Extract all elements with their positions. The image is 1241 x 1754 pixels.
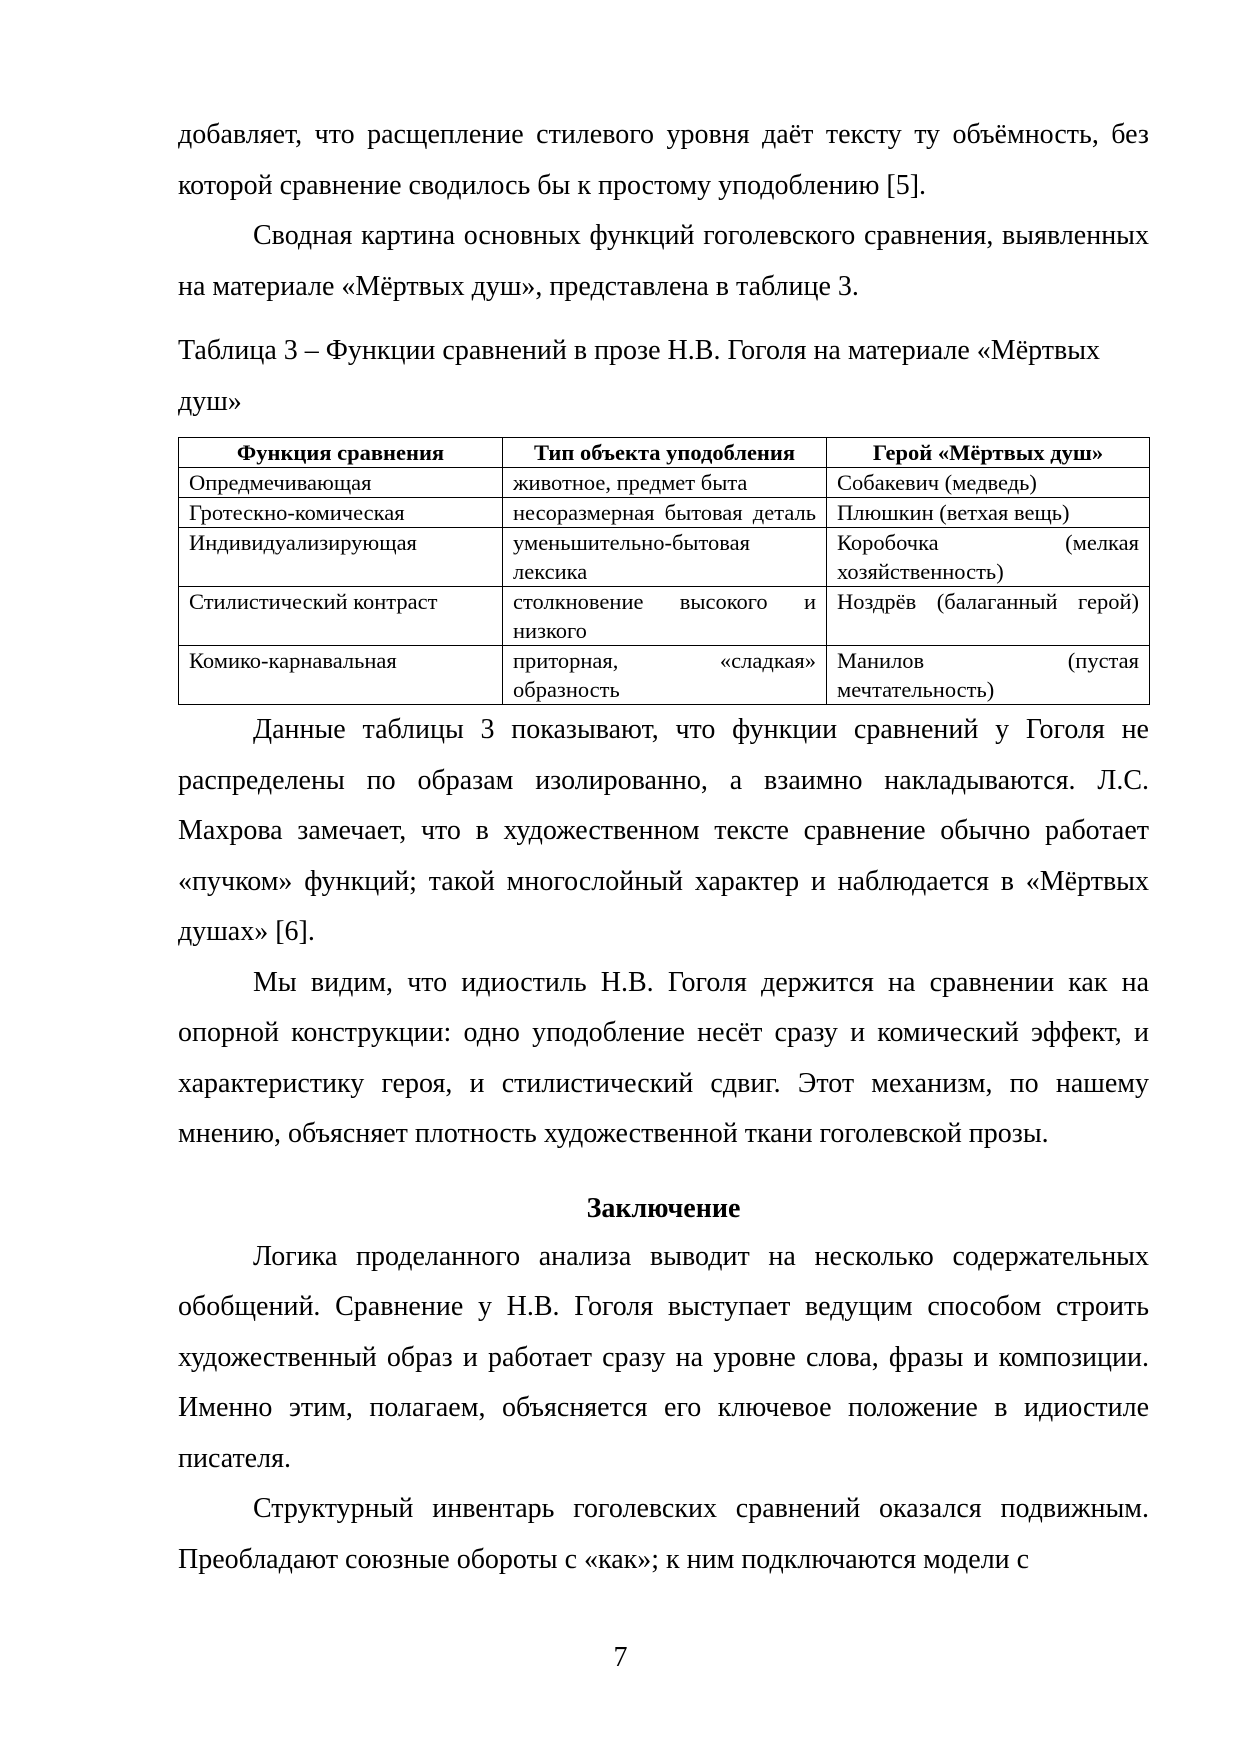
table-row <box>179 646 1150 705</box>
table-cell <box>827 587 1150 646</box>
page-number: 7 <box>613 1642 628 1673</box>
table-cell: Гротескно-комическая <box>179 498 503 528</box>
table-cell-text: приторная, «сладкая» образность <box>513 648 816 702</box>
table-cell <box>827 646 1150 705</box>
table-cell: животное, предмет быта <box>503 468 827 498</box>
table-cell <box>503 498 827 528</box>
paragraph-idiostyle: Мы видим, что идиостиль Н.В. Гоголя держится на сравнении как на опорной конструкции: одно уподобление несёт сразу и комический эффект, и характеристику героя, и стилистический сдвиг. Этот механизм, по нашему мнению, объясняет плотность художественной ткани гоголевской прозы. <box>178 966 1149 1149</box>
table-cell <box>503 587 827 646</box>
table-row <box>179 528 1150 587</box>
functions-table <box>178 437 1150 705</box>
table-row <box>179 587 1150 646</box>
table-cell: Опредмечивающая <box>179 468 503 498</box>
paragraph-table-analysis: Данные таблицы 3 показывают, что функции сравнений у Гоголя не распределены по образам изолированно, а взаимно накладываются. Л.С. Махрова замечает, что в художественном тексте сравнение обычно работает «пучком» функций; такой многослойный характер и наблюдается в «Мёртвых душах» [6]. <box>178 714 1149 947</box>
table-header-row <box>179 438 1150 468</box>
table-header-cell: Функция сравнения <box>179 438 503 468</box>
table-cell <box>827 528 1150 587</box>
table-cell: уменьшительно-бытовая лексика <box>503 528 827 587</box>
table-caption: Таблица 3 – Функции сравнений в прозе Н.В. Гоголя на материале «Мёртвых душ» <box>178 335 1101 417</box>
section-heading: Заключение <box>586 1192 741 1224</box>
table-cell: Индивидуализирующая <box>179 528 503 587</box>
table-cell: Плюшкин (ветхая вещь) <box>827 498 1150 528</box>
paragraph-continuation: добавляет, что расщепление стилевого уровня даёт тексту ту объёмность, без которой сравнение сводилось бы к простому уподоблению [5]. <box>178 119 1149 201</box>
table-cell-text: столкновение высокого и низкого <box>513 589 816 643</box>
paragraph-conclusion-1: Логика проделанного анализа выводит на несколько содержательных обобщений. Сравнение у Н.В. Гоголя выступает ведущим способом строить художественный образ и работает сразу на уровне слова, фразы и композиции. Именно этим, полагаем, объясняется его ключевое положение в идиостиле писателя. <box>178 1240 1149 1474</box>
table-row <box>179 468 1150 498</box>
table-cell-text: Коробочка (мелкая хозяйственность) <box>837 530 1139 584</box>
table-cell-text: несоразмерная бытовая деталь <box>513 500 816 525</box>
table-header-cell: Герой «Мёртвых душ» <box>827 438 1150 468</box>
paragraph-conclusion-2: Структурный инвентарь гоголевских сравнений оказался подвижным. Преобладают союзные обороты с «как»; к ним подключаются модели с <box>178 1493 1149 1575</box>
table-cell-text: Ноздрёв (балаганный герой) <box>837 589 1139 614</box>
table-row <box>179 498 1150 528</box>
table-cell: Стилистический контраст <box>179 587 503 646</box>
table-cell: Комико-карнавальная <box>179 646 503 705</box>
page-content <box>178 110 1149 1585</box>
table-header-cell: Тип объекта уподобления <box>503 438 827 468</box>
paragraph-table-intro: Сводная картина основных функций гоголевского сравнения, выявленных на материале «Мёртвых душ», представлена в таблице 3. <box>178 220 1149 302</box>
table-cell-text: Манилов (пустая мечтательность) <box>837 648 1139 702</box>
table-cell: Собакевич (медведь) <box>827 468 1150 498</box>
table-cell <box>503 646 827 705</box>
